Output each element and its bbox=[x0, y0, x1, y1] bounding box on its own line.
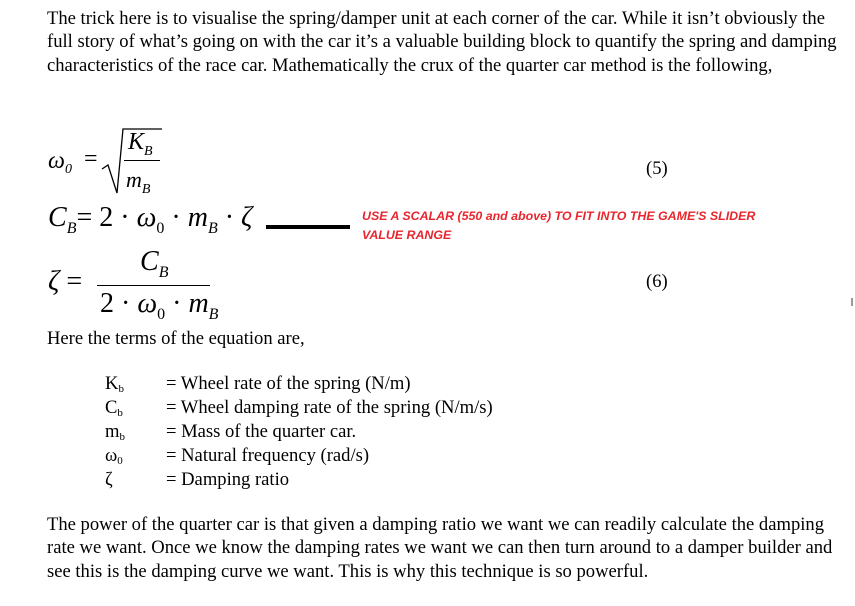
eq6-denominator bbox=[100, 288, 219, 323]
annotation-pointer-line bbox=[266, 225, 350, 229]
k-subscript: B bbox=[144, 144, 153, 159]
definition-symbol: Kb bbox=[105, 373, 124, 395]
eq5-numerator bbox=[128, 129, 153, 159]
eq5-lhs bbox=[48, 148, 72, 175]
omega-symbol: ω bbox=[136, 202, 157, 233]
definition-symbol: Cb bbox=[105, 397, 123, 419]
eq5-equals: = bbox=[84, 146, 98, 172]
m-subscript: B bbox=[141, 182, 151, 197]
m-subscript: B bbox=[208, 306, 219, 323]
c-subscript: B bbox=[158, 264, 169, 281]
red-annotation-note: USE A SCALAR (550 and above) TO FIT INTO THE GAME'S SLIDER VALUE RANGE bbox=[362, 209, 756, 242]
scrollbar-marker bbox=[851, 298, 853, 306]
c-subscript: B bbox=[66, 220, 77, 237]
omega-symbol: ω bbox=[137, 288, 158, 319]
definition-description: = Damping ratio bbox=[166, 469, 290, 490]
c-symbol: C bbox=[48, 202, 67, 233]
equals-two: = 2 · bbox=[76, 202, 137, 233]
omega-symbol: ω bbox=[48, 148, 65, 174]
eq6-equals: = bbox=[66, 266, 83, 297]
terms-intro: Here the terms of the equation are, bbox=[47, 328, 305, 349]
omega-subscript: 0 bbox=[156, 220, 165, 237]
intro-paragraph: The trick here is to visualise the spring/damper unit at each corner of the car. While it isn’t obviously the full story of what’s going on with the car it’s a valuable building block to quantify the spring and damping characteristics of the race car. Mathematically the crux of the quarter car method is the following, bbox=[47, 8, 837, 76]
definition-symbol: mb bbox=[105, 421, 125, 443]
definition-description: = Wheel rate of the spring (N/m) bbox=[166, 373, 411, 394]
definition-symbol: ζ bbox=[105, 469, 113, 490]
k-symbol: K bbox=[128, 129, 145, 155]
eq6-numerator bbox=[140, 246, 169, 281]
zeta-symbol: ζ bbox=[48, 266, 60, 297]
dot-operator: · bbox=[164, 202, 188, 233]
omega-subscript: 0 bbox=[64, 162, 72, 177]
dot-operator: · bbox=[165, 288, 189, 319]
eq5-number: (5) bbox=[646, 158, 668, 179]
eq5-fraction-bar bbox=[124, 160, 160, 161]
m-symbol: m bbox=[187, 202, 208, 233]
c-symbol: C bbox=[140, 246, 159, 277]
eq6-number: (6) bbox=[646, 271, 668, 292]
definition-description: = Wheel damping rate of the spring (N/m/s) bbox=[166, 397, 493, 418]
eq5-denominator bbox=[126, 167, 151, 197]
definition-description: = Mass of the quarter car. bbox=[166, 421, 357, 442]
damping-coefficient-equation bbox=[48, 202, 253, 237]
outro-paragraph: The power of the quarter car is that given a damping ratio we want we can readily calculate the damping rate we want. Once we know the damping rates we want we can then turn around to a damper builder and see this is the damping curve we want. This is why this technique is so powerful. bbox=[47, 514, 833, 582]
m-subscript: B bbox=[207, 220, 218, 237]
eq6-lhs bbox=[48, 266, 82, 298]
definition-description: = Natural frequency (rad/s) bbox=[166, 445, 370, 466]
definition-symbol: ω0 bbox=[105, 445, 123, 467]
two-dot: 2 · bbox=[100, 288, 138, 319]
m-symbol: m bbox=[126, 167, 142, 192]
dot-operator: · bbox=[217, 202, 242, 233]
zeta-symbol: ζ bbox=[241, 202, 253, 233]
eq6-fraction-bar bbox=[97, 285, 210, 286]
m-symbol: m bbox=[188, 288, 209, 319]
omega-subscript: 0 bbox=[157, 306, 166, 323]
